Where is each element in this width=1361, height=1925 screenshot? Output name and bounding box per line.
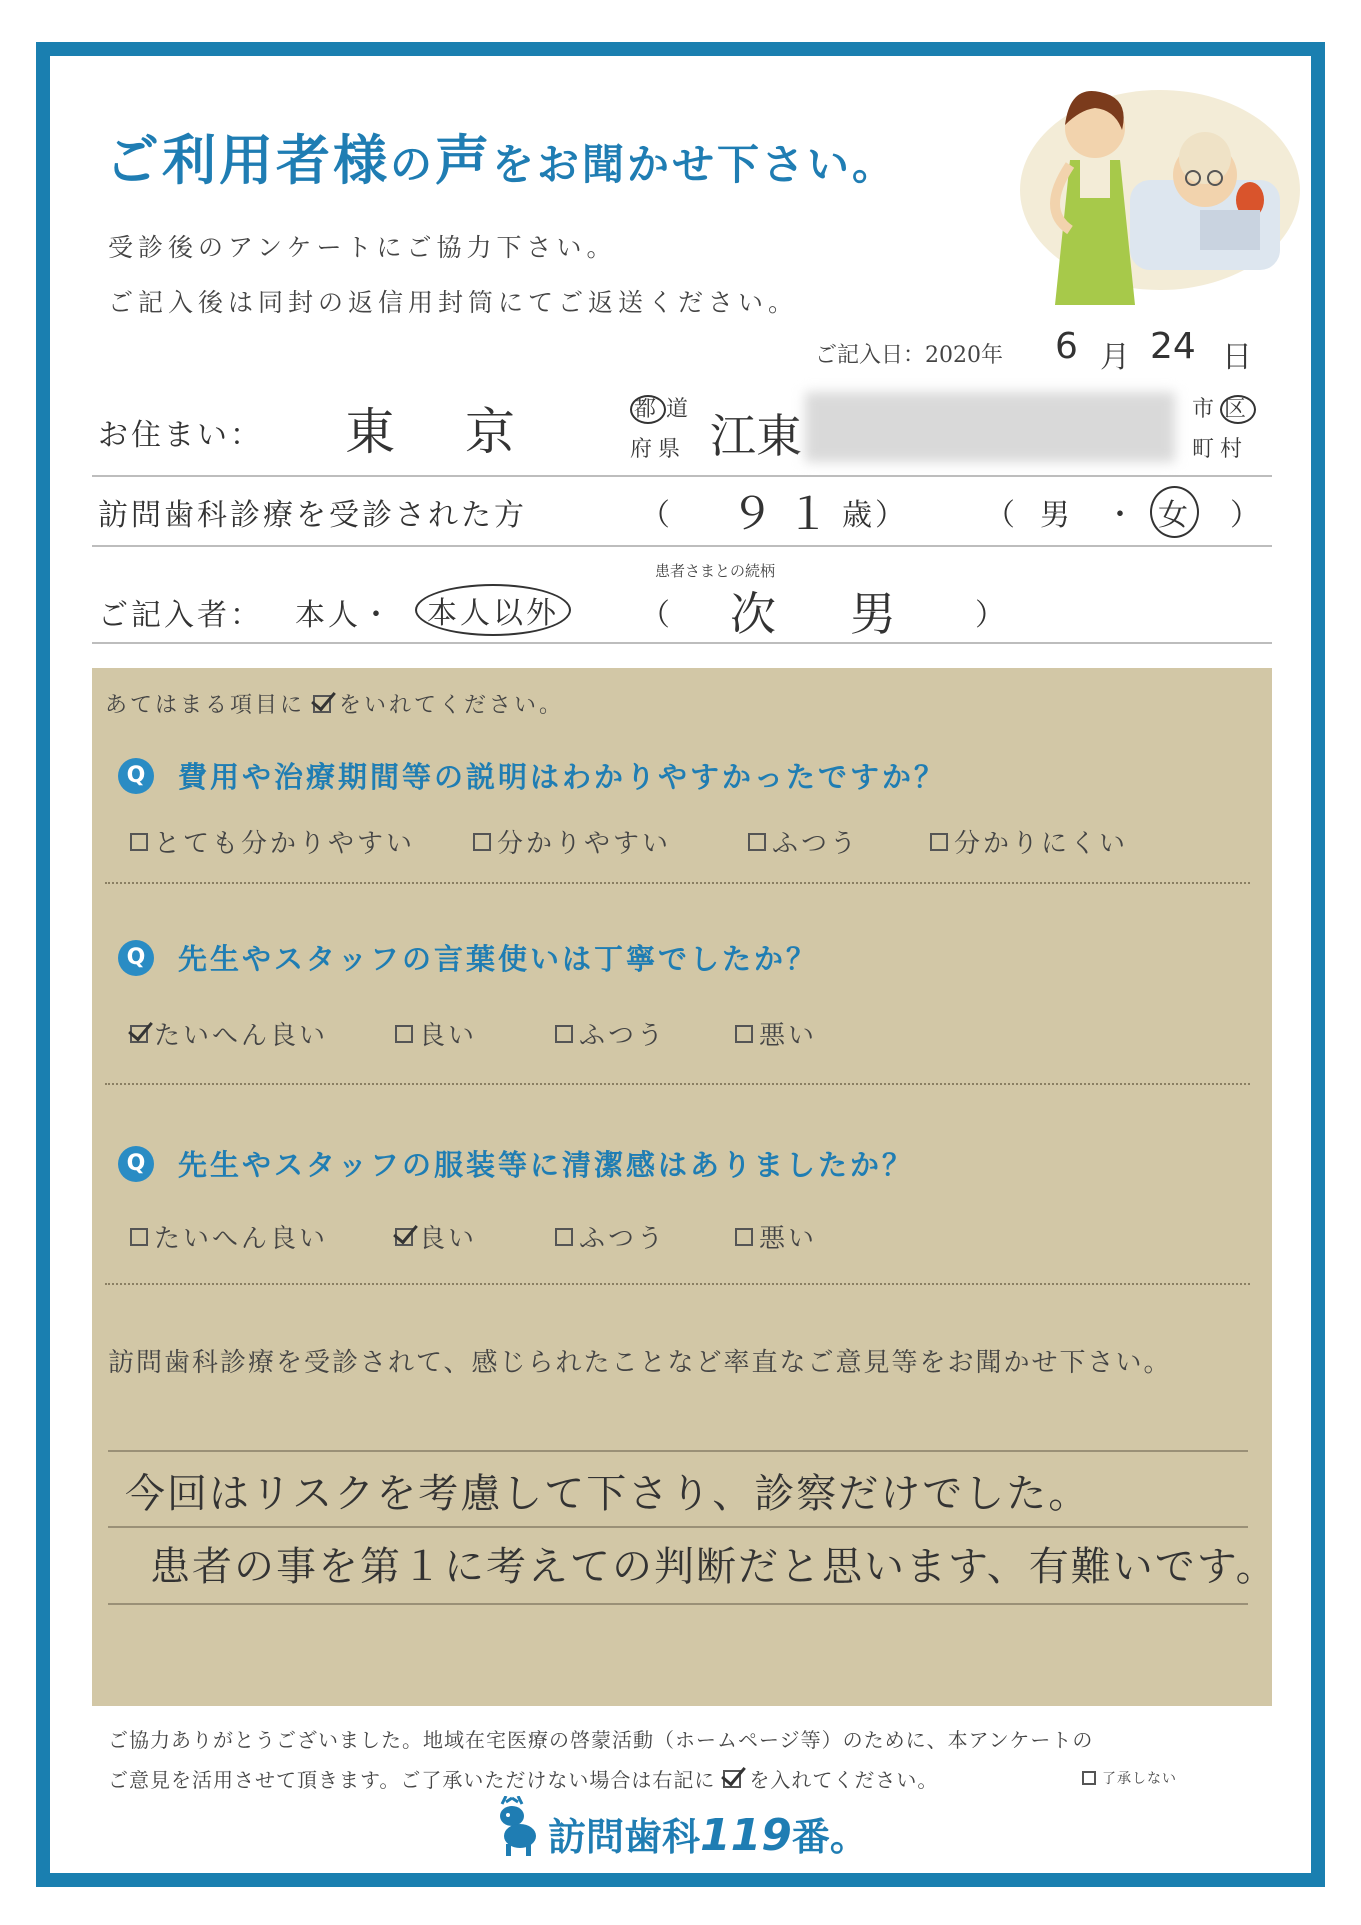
comment-line-1: 今回はリスクを考慮して下さり、診察だけでした。 <box>125 1471 1091 1517</box>
dotted-divider <box>105 882 1250 884</box>
date-month-unit: 月 <box>1100 340 1130 375</box>
q1-option-1[interactable]: とても分かりやすい <box>130 823 415 860</box>
question-1-text: 費用や治療期間等の説明はわかりやすかったですか？ <box>178 760 947 794</box>
gender-open-paren: （ <box>985 498 1018 533</box>
checkbox[interactable] <box>130 1228 148 1246</box>
relation-value: 次 男 <box>730 587 910 641</box>
q2-option-4[interactable]: 悪い <box>735 1015 817 1052</box>
q2-option-2[interactable]: 良い <box>395 1015 477 1052</box>
relation-close-paren: ） <box>975 598 1008 633</box>
city-kana-bottom: 町村 <box>1192 437 1249 462</box>
q2-option-3[interactable]: ふつう <box>555 1015 666 1052</box>
q3-option-4[interactable]: 悪い <box>735 1218 817 1255</box>
gender-dot: ・ <box>1105 498 1138 533</box>
deer-mascot-icon <box>492 1796 542 1856</box>
decline-option[interactable]: 了承しない <box>1082 1768 1177 1788</box>
checkbox[interactable] <box>473 833 491 851</box>
patient-age: ９１ <box>730 489 842 540</box>
subtitle-line-2: ご記入後は同封の返信用封筒にてご返送ください。 <box>108 288 799 317</box>
q3-option-3[interactable]: ふつう <box>555 1218 666 1255</box>
dotted-divider <box>105 1083 1250 1085</box>
comment-line-2: 患者の事を第１に考えての判断だと思います、有難いです。 <box>150 1544 1278 1590</box>
prefecture-value: 東 京 <box>345 403 525 461</box>
divider <box>92 545 1272 547</box>
gender-female-circled: 女 <box>1150 486 1199 538</box>
sample-checkbox <box>723 1770 741 1788</box>
relation-caption: 患者さまとの続柄 <box>655 562 776 580</box>
brand-logo: 訪問歯科119番。 <box>548 1810 868 1861</box>
comment-line <box>108 1603 1248 1605</box>
gender-male: 男 <box>1040 498 1073 533</box>
checkbox[interactable] <box>555 1025 573 1043</box>
address-label: お住まい： <box>98 418 263 453</box>
caregiver-illustration <box>1010 70 1300 310</box>
date-label: ご記入日：2020年 <box>815 343 1003 368</box>
checkbox[interactable] <box>130 833 148 851</box>
question-badge: Q <box>118 758 154 794</box>
q2-option-1[interactable]: たいへん良い <box>130 1015 328 1052</box>
redacted-address <box>805 392 1175 462</box>
question-badge: Q <box>118 1146 154 1182</box>
date-day: 24 <box>1150 326 1196 367</box>
checkbox[interactable] <box>748 833 766 851</box>
date-day-unit: 日 <box>1222 340 1252 375</box>
instruction: あてはまる項目に をいれてください。 <box>105 693 565 718</box>
writer-other-circled: 本人以外 <box>415 584 571 636</box>
age-unit: 歳） <box>842 498 908 533</box>
opinion-prompt: 訪問歯科診療を受診されて、感じられたことなど率直なご意見等をお聞かせ下さい。 <box>108 1348 1172 1378</box>
sample-checkbox <box>313 695 331 713</box>
relation-open-paren: （ <box>640 598 673 633</box>
dotted-divider <box>105 1283 1250 1285</box>
question-badge: Q <box>118 940 154 976</box>
q1-option-3[interactable]: ふつう <box>748 823 859 860</box>
comment-line <box>108 1526 1248 1528</box>
checkbox-checked[interactable] <box>130 1025 148 1043</box>
writer-label: ご記入者： <box>98 598 263 633</box>
footer-line-2: ご意見を活用させて頂きます。ご了承いただけない場合は右記に を入れてください。 <box>108 1768 939 1792</box>
city-value: 江東 <box>710 409 802 463</box>
q3-option-2[interactable]: 良い <box>395 1218 477 1255</box>
comment-line <box>108 1450 1248 1452</box>
divider <box>92 475 1272 477</box>
checkbox[interactable] <box>735 1025 753 1043</box>
writer-self: 本人・ <box>295 598 394 633</box>
checkbox-checked[interactable] <box>395 1228 413 1246</box>
divider <box>92 642 1272 644</box>
checkbox[interactable] <box>555 1228 573 1246</box>
footer-line-1: ご協力ありがとうございました。地域在宅医療の啓蒙活動（ホームページ等）のために、本アンケートの <box>108 1728 1094 1752</box>
question-2-text: 先生やスタッフの言葉使いは丁寧でしたか？ <box>178 942 819 976</box>
q1-option-2[interactable]: 分かりやすい <box>473 823 671 860</box>
patient-label: 訪問歯科診療を受診された方 <box>98 498 527 533</box>
q3-option-1[interactable]: たいへん良い <box>130 1218 328 1255</box>
checkbox[interactable] <box>395 1025 413 1043</box>
q1-option-4[interactable]: 分かりにくい <box>930 823 1128 860</box>
date-month: 6 <box>1055 326 1078 367</box>
subtitle-line-1: 受診後のアンケートにご協力下さい。 <box>108 233 617 262</box>
checkbox[interactable] <box>735 1228 753 1246</box>
checkbox[interactable] <box>930 833 948 851</box>
prefecture-kana-top: 都 道 <box>630 392 694 423</box>
page-title: ご利用者様の声をお聞かせ下さい。 <box>105 128 898 192</box>
city-kana-top: 市 区 <box>1192 392 1256 423</box>
age-open-paren: （ <box>640 498 673 533</box>
question-3-text: 先生やスタッフの服装等に清潔感はありましたか？ <box>178 1148 915 1182</box>
decline-checkbox[interactable] <box>1082 1771 1096 1785</box>
prefecture-kana-bottom: 府県 <box>630 437 687 462</box>
gender-close-paren: ） <box>1230 498 1263 533</box>
